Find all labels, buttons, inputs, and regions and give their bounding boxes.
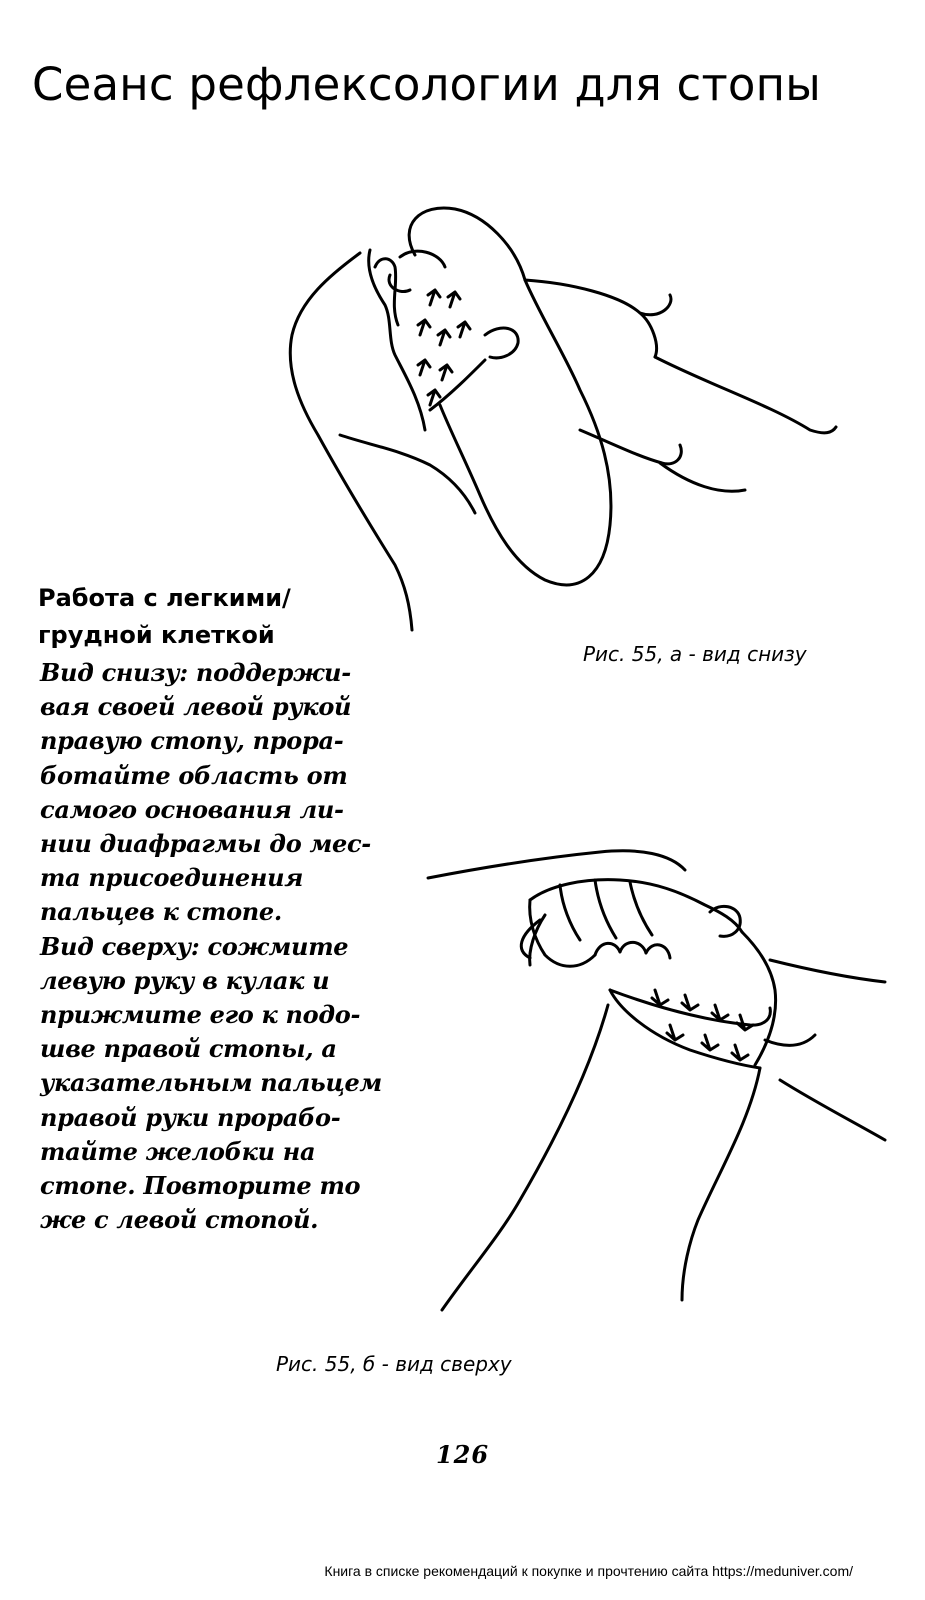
- support-palm-lower: [580, 430, 681, 464]
- instruction-line: та присоединения: [40, 863, 304, 893]
- instruction-line: ботайте область от: [40, 760, 348, 790]
- instruction-line: шве правой стопы, а: [40, 1034, 337, 1064]
- instruction-line: Вид сверху: сожмите: [40, 931, 349, 961]
- instruction-line: же с левой стопой.: [40, 1205, 319, 1235]
- instruction-line: правой руки прорабо-: [40, 1102, 341, 1132]
- support-wrist: [655, 357, 836, 433]
- support-arm: [660, 463, 745, 491]
- work-arrows-b: [652, 990, 753, 1060]
- instruction-line: пальцев к стопе.: [40, 897, 282, 927]
- instruction-text: [40, 656, 380, 1237]
- instruction-line: левую руку в кулак и: [40, 965, 330, 995]
- figure-55b-illustration: [420, 840, 900, 1330]
- left-forearm: [442, 1005, 608, 1310]
- toes: [389, 251, 445, 291]
- instruction-line: нии диафрагмы до мес-: [40, 829, 371, 859]
- section-heading-line-1: Работа с легкими/: [38, 584, 291, 612]
- section-heading: [38, 580, 368, 654]
- fist-fingers: [530, 900, 595, 966]
- instruction-line: тайте желобки на: [40, 1136, 316, 1166]
- page-title: Сеанс рефлексологии для стопы: [32, 58, 821, 111]
- footer-note: Книга в списке рекомендаций к покупке и прочтению сайта https://meduniver.com/: [324, 1563, 853, 1579]
- fist-knuckles: [595, 942, 670, 958]
- side-hand: [765, 960, 885, 1045]
- page-number: 126: [435, 1440, 490, 1469]
- figure-55a-illustration: [280, 195, 840, 635]
- right-forearm: [682, 1068, 760, 1300]
- figure-55b-caption: Рис. 55, б - вид сверху: [276, 1352, 512, 1376]
- instruction-line: Вид снизу: поддержи-: [40, 658, 351, 687]
- instruction-line: вая своей левой рукой: [40, 692, 352, 722]
- section-heading-line-2: грудной клеткой: [38, 621, 275, 649]
- support-hand: [525, 280, 671, 357]
- fist-fingers-2: [560, 880, 652, 940]
- instruction-line: указательным пальцем: [40, 1068, 382, 1098]
- thumb: [485, 328, 518, 358]
- diaphragm-line: [430, 360, 485, 410]
- foot-side: [742, 932, 776, 1065]
- instruction-line: стопе. Повторите то: [40, 1171, 361, 1201]
- instruction-line: самого основания ли-: [40, 794, 344, 824]
- side-hand-lower: [780, 1080, 885, 1140]
- working-hand-palm: [340, 435, 475, 513]
- figure-55a-caption: Рис. 55, а - вид снизу: [583, 642, 807, 666]
- instruction-line: прижмите его к подо-: [40, 1000, 361, 1030]
- top-arm: [428, 851, 685, 878]
- work-arrows: [418, 290, 470, 405]
- instruction-line: правую стопу, прора-: [40, 726, 344, 756]
